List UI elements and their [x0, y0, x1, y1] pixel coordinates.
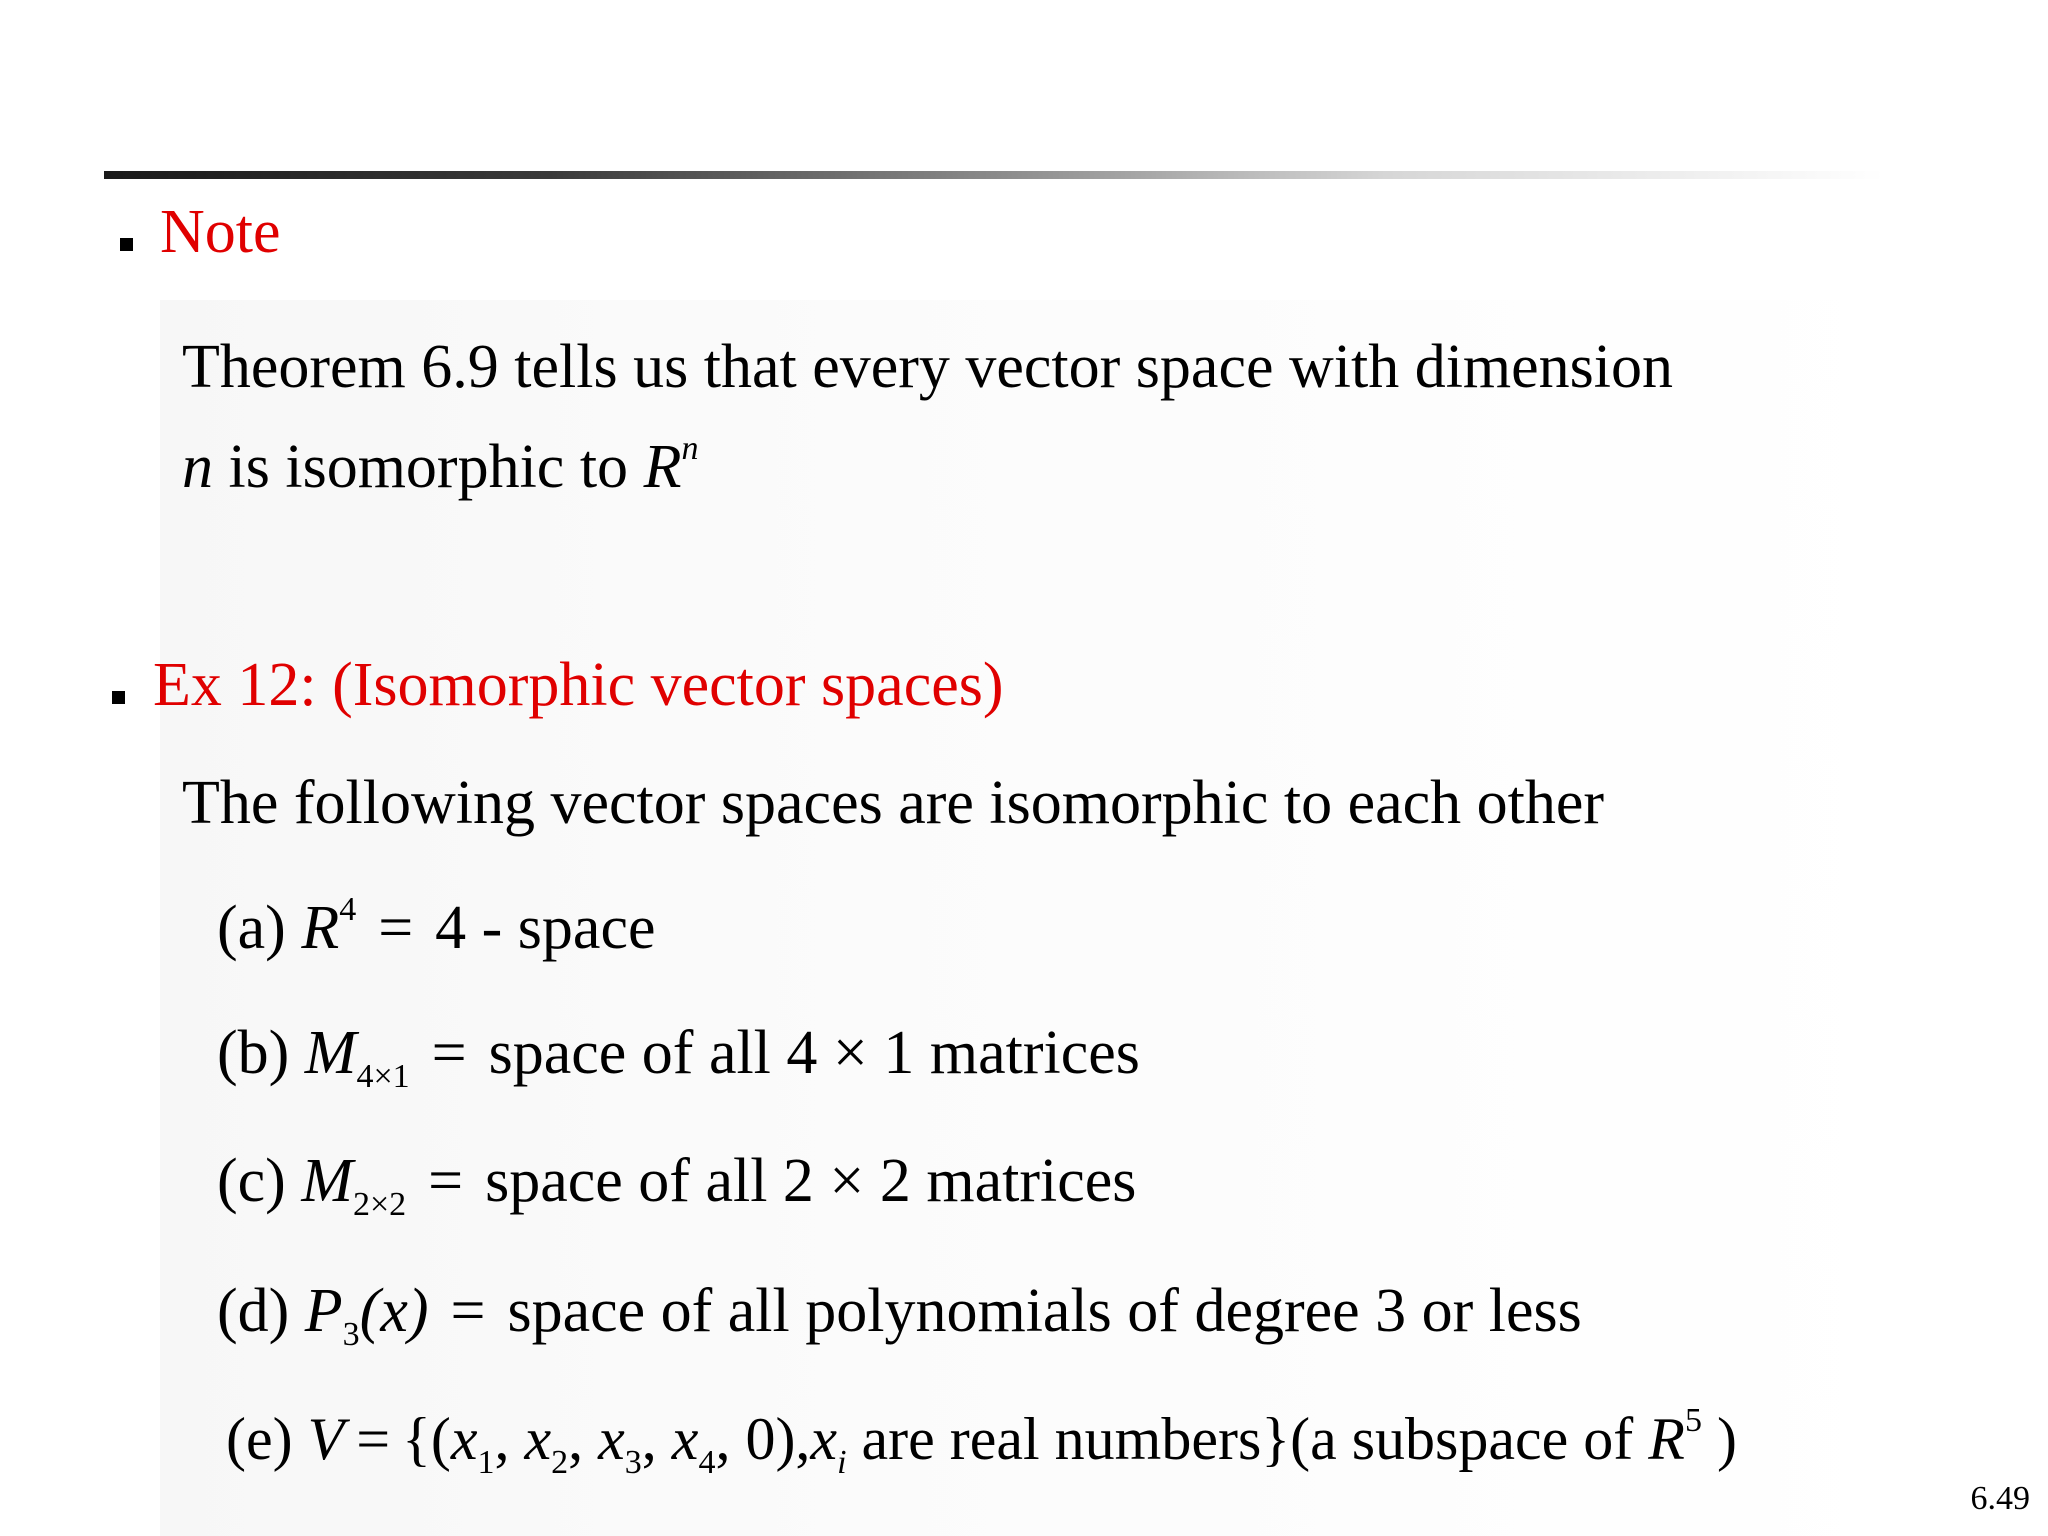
item-b — [217, 1019, 1140, 1095]
item-c-symbol: M — [301, 1147, 353, 1215]
item-c — [217, 1147, 1137, 1223]
note-text-line2 — [182, 430, 699, 501]
note-text-line1: Theorem 6.9 tells us that every vector space with dimension — [182, 333, 1674, 401]
item-e-desc: are real numbers}(a subspace of — [861, 1406, 1634, 1472]
item-d — [217, 1277, 1582, 1353]
item-b-sub: 4×1 — [356, 1058, 410, 1095]
item-e: (e) $V = \{(x_1$, $x_2$, $x_3$, $x_4$, $0),x_i$ are real numbers}(a subspace of $R^5$ ) — [226, 1402, 1737, 1481]
title-divider — [104, 171, 1884, 179]
page-number: 6.49 — [1970, 1480, 2030, 1517]
item-e-x3: x — [598, 1406, 625, 1472]
item-b-symbol: M — [304, 1019, 357, 1087]
item-e-sub-i: i — [837, 1444, 847, 1481]
item-e-x2: x — [524, 1406, 552, 1472]
item-e-xi: x — [810, 1406, 838, 1472]
item-e-sub1: 1 — [477, 1444, 495, 1481]
note-heading: Note — [160, 198, 281, 266]
example-heading: Ex 12: (Isomorphic vector spaces) — [153, 651, 1004, 719]
item-a-equals: = — [378, 894, 414, 962]
item-e-x1: x — [450, 1406, 478, 1472]
item-c-sub: 2×2 — [352, 1186, 407, 1223]
item-e-sub2: 2 — [551, 1444, 569, 1481]
bullet-example — [112, 691, 125, 704]
item-e-sub3: 3 — [624, 1444, 642, 1481]
item-a-sup: 4 — [339, 891, 357, 928]
var-n: n — [182, 433, 213, 501]
item-e-set-open: {( — [402, 1406, 451, 1472]
item-d-sub: 3 — [342, 1316, 360, 1353]
item-a-desc: 4 - space — [435, 894, 656, 962]
item-e-close: ) — [1716, 1406, 1737, 1472]
item-d-arg: (x) — [359, 1277, 429, 1345]
item-a-symbol: R — [301, 894, 340, 962]
item-e-tail: 0), — [745, 1406, 811, 1472]
item-d-equals: = — [450, 1277, 486, 1345]
item-b-equals: = — [431, 1019, 467, 1087]
item-c-equals: = — [428, 1147, 464, 1215]
item-b-label: (b) — [217, 1019, 290, 1087]
item-a — [217, 891, 656, 962]
item-c-desc: space of all 2 × 2 matrices — [485, 1147, 1137, 1215]
item-e-symbol: V — [307, 1406, 345, 1472]
note-text-mid: is isomorphic to — [213, 433, 644, 501]
item-e-equals: = — [356, 1406, 391, 1472]
example-intro: The following vector spaces are isomorphic to each other — [182, 769, 1605, 837]
bullet-note — [120, 238, 133, 251]
item-b-desc: space of all 4 × 1 matrices — [488, 1019, 1140, 1087]
item-d-desc: space of all polynomials of degree 3 or less — [507, 1277, 1582, 1345]
item-e-R-sup: 5 — [1684, 1402, 1702, 1439]
item-c-label: (c) — [217, 1147, 286, 1215]
var-R: R — [643, 433, 682, 501]
item-a-label: (a) — [217, 894, 286, 962]
exp-n: n — [681, 430, 699, 467]
item-e-sub4: 4 — [698, 1444, 716, 1481]
item-e-label: (e) — [226, 1406, 293, 1472]
item-d-label: (d) — [217, 1277, 290, 1345]
item-d-symbol: P — [304, 1277, 343, 1345]
item-e-R: R — [1648, 1406, 1685, 1472]
item-e-x4: x — [671, 1406, 699, 1472]
